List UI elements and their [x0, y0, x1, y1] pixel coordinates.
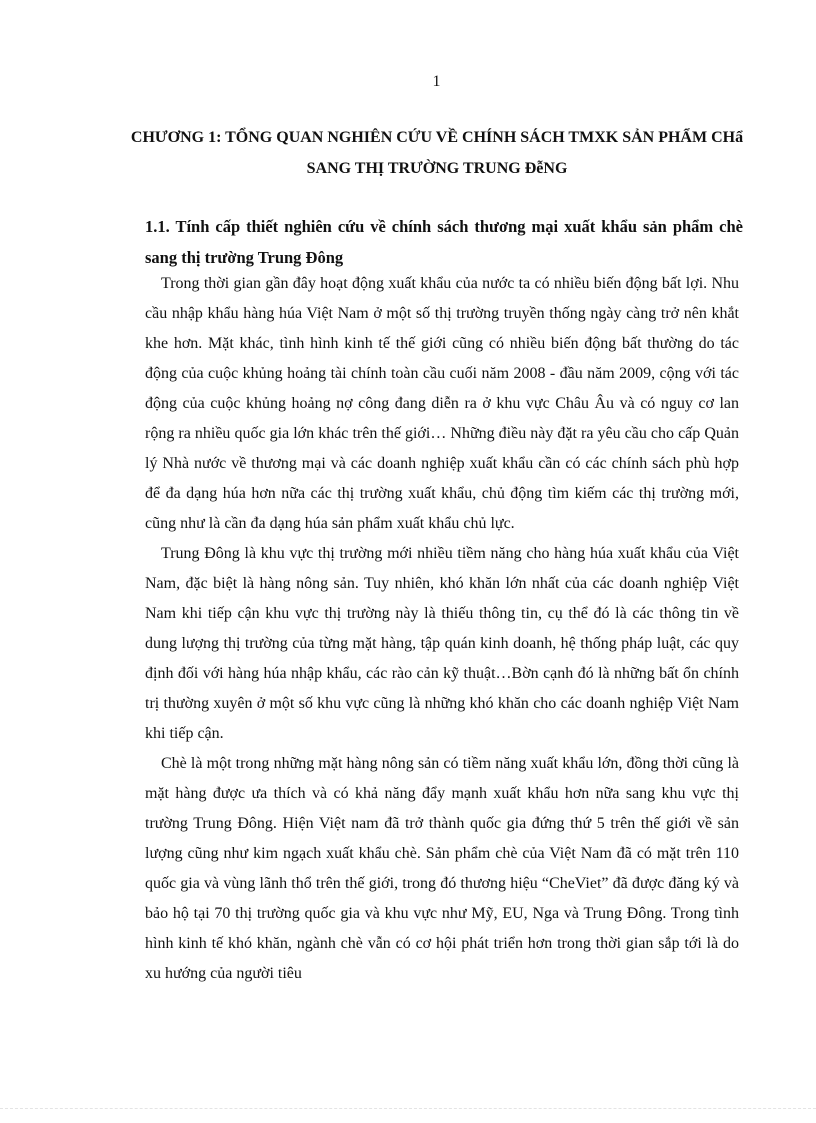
- body-text: [145, 269, 739, 989]
- section-heading: 1.1. Tính cấp thiết nghiên cứu về chính sách thương mại xuất khẩu sản phẩm chè sang thị trường Trung Đông: [145, 217, 743, 267]
- paragraph-2: Trung Đông là khu vực thị trường mới nhiều tiềm năng cho hàng húa xuất khẩu của Việt Nam, đặc biệt là hàng nông sản. Tuy nhiên, khó khăn lớn nhất của các doanh nghiệp Việt Nam khi tiếp cận khu vực thị trường này là thiếu thông tin, cụ thể đó là các thông tin về dung lượng thị trường của từng mặt hàng, tập quán kinh doanh, hệ thống pháp luật, các quy định đối với hàng húa nhập khẩu, các rào cản kỹ thuật…Bờn cạnh đó là những bất ổn chính trị thường xuyên ở một số khu vực cũng là những khó khăn cho các doanh nghiệp Việt Nam khi tiếp cận.: [145, 545, 739, 742]
- page-number: 1: [432, 73, 441, 90]
- chapter-title: CHƯƠNG 1: TỔNG QUAN NGHIÊN CỨU VỀ CHÍNH SÁCH TMXK SẢN PHẨM CHẩ SANG THỊ TRƯỜNG TRUNG ĐễNG: [130, 129, 744, 177]
- paragraph-3: Chè là một trong những mặt hàng nông sản có tiềm năng xuất khẩu lớn, đồng thời cũng là mặt hàng được ưa thích và có khả năng đẩy mạnh xuất khẩu hơn nữa sang khu vực thị trường Trung Đông. Hiện Việt nam đã trở thành quốc gia đứng thứ 5 trên thế giới về sản lượng cũng như kim ngạch xuất khẩu chè. Sản phẩm chè của Việt Nam đã có mặt trên 110 quốc gia và vùng lãnh thổ trên thế giới, trong đó thương hiệu “CheViet” đã được đăng ký và bảo hộ tại 70 thị trường quốc gia và khu vực như Mỹ, EU, Nga và Trung Đông. Trong tình hình kinh tế khó khăn, ngành chè vẫn có cơ hội phát triển hơn trong thời gian sắp tới là do xu hướng của người tiêu: [145, 755, 739, 982]
- page-bottom-divider: [0, 1108, 816, 1109]
- paragraph-1: Trong thời gian gần đây hoạt động xuất khẩu của nước ta có nhiều biến động bất lợi. Nhu cầu nhập khẩu hàng húa Việt Nam ở một số thị trường truyền thống ngày càng trở nên khắt khe hơn. Mặt khác, tình hình kinh tế thế giới cũng có nhiều biến động bất thường do tác động của cuộc khủng hoảng tài chính toàn cầu cuối năm 2008 - đầu năm 2009, cộng với tác động của cuộc khủng hoảng nợ công đang diễn ra ở khu vực Châu Âu và có nguy cơ lan rộng ra nhiều quốc gia lớn khác trên thế giới… Những điều này đặt ra yêu cầu cho cấp Quản lý Nhà nước về thương mại và các doanh nghiệp xuất khẩu cần có các chính sách phù hợp để đa dạng húa hơn nữa các thị trường xuất khẩu, chủ động tìm kiếm các thị trường mới, cũng như là cần đa dạng húa sản phẩm xuất khẩu chủ lực.: [145, 275, 739, 532]
